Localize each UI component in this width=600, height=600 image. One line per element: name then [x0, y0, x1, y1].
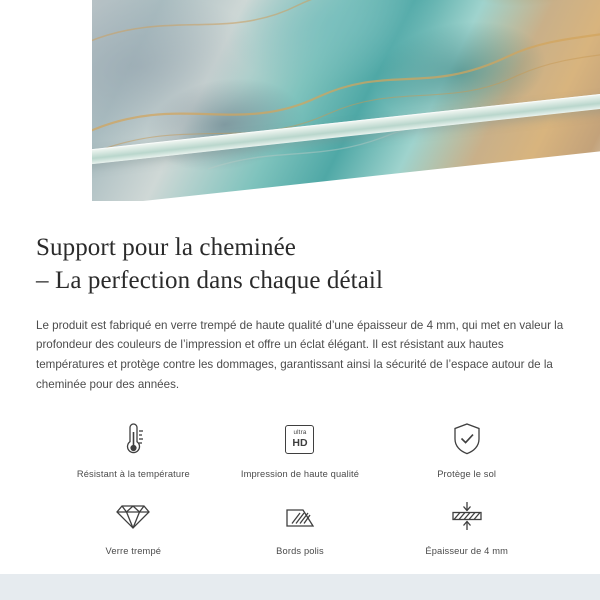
thickness-icon	[447, 494, 487, 538]
feature-label: Résistant à la température	[76, 469, 190, 480]
feature-item-print-quality	[217, 417, 384, 480]
feature-label: Bords polis	[276, 546, 324, 557]
feature-label: Épaisseur de 4 mm	[425, 546, 508, 557]
footer-bar	[0, 574, 600, 600]
feature-item-tempered-glass	[50, 494, 217, 557]
thermometer-icon	[115, 417, 151, 461]
product-description-text: Le produit est fabriqué en verre trempé de haute qualité d’une épaisseur de 4 mm, qui met en valeur la profondeur des couleurs de l’impression et offre un éclat élégant. Il est résistant aux hautes températures et protège contre les dommages, garantissant ainsi la sécurité de l’espace autour de la cheminée pour des années.	[36, 318, 564, 392]
diamond-icon	[113, 494, 153, 538]
feature-item-floor-protection	[383, 417, 550, 480]
shield-check-icon	[450, 417, 484, 461]
feature-item-thickness	[383, 494, 550, 557]
ultra-hd-icon	[285, 417, 314, 461]
ultra-hd-bottom-label: HD	[292, 436, 308, 449]
polished-edges-icon	[280, 494, 320, 538]
feature-item-temperature	[50, 417, 217, 480]
ultra-hd-top-label: ultra	[293, 429, 307, 437]
feature-label: Protège le sol	[437, 469, 497, 480]
feature-item-polished-edges	[217, 494, 384, 557]
feature-label: Verre trempé	[105, 546, 162, 557]
hero-left-margin	[0, 0, 92, 215]
headline-line-2: – La perfection dans chaque détail	[36, 267, 383, 295]
headline-line-1: Support pour la cheminée	[36, 234, 296, 261]
hero-image	[0, 0, 600, 215]
content-area	[0, 231, 600, 557]
feature-grid	[36, 417, 564, 557]
hero-bottom-margin	[0, 201, 600, 215]
feature-label: Impression de haute qualité	[240, 469, 360, 480]
page-title	[36, 231, 564, 298]
